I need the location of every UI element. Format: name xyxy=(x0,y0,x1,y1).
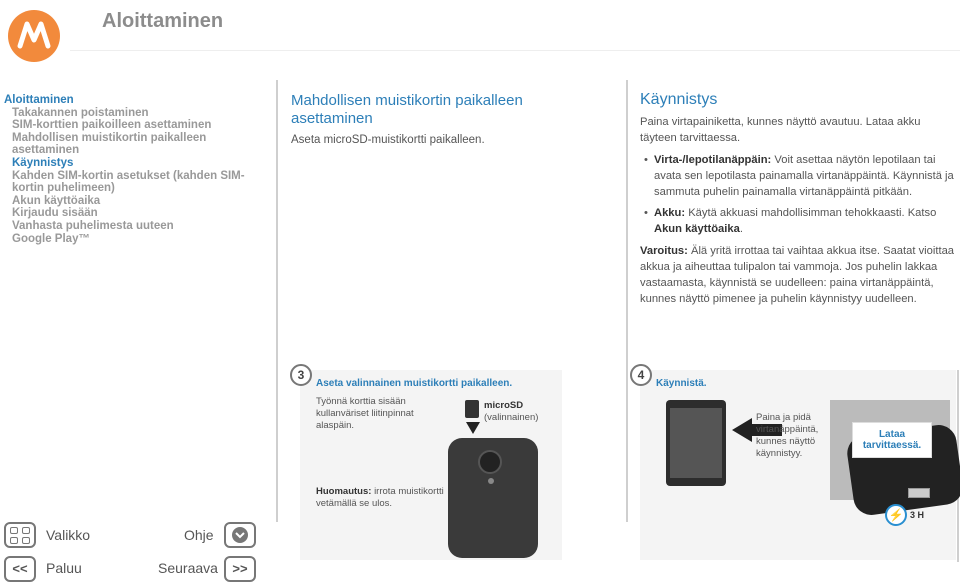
back-button[interactable]: << xyxy=(4,556,36,582)
phone-screen xyxy=(670,408,722,478)
toc-item[interactable]: Vanhasta puhelimesta uuteen xyxy=(12,219,174,232)
chevron-down-icon xyxy=(226,524,254,546)
grid-icon xyxy=(22,527,30,534)
header-divider xyxy=(70,50,960,51)
bullet-text: Käytä akkuasi mahdollisimman tehokkaasti. Katso xyxy=(688,207,937,219)
back-label[interactable]: Paluu xyxy=(46,560,82,576)
column-divider xyxy=(626,80,628,522)
warning-label: Varoitus: xyxy=(640,245,688,257)
next-label[interactable]: Seuraava xyxy=(158,560,218,576)
step-title: Aseta valinnainen muistikortti paikalleen. xyxy=(316,378,513,389)
menu-label[interactable]: Valikko xyxy=(46,527,91,543)
bullet-item xyxy=(640,152,955,200)
section-title: Käynnistys xyxy=(640,91,718,108)
toc-item[interactable]: Google Play™ xyxy=(12,232,90,245)
warning-text xyxy=(640,243,955,307)
section-intro: Paina virtapainiketta, kunnes näyttö avautuu. Lataa akku täyteen tarvittaessa. xyxy=(640,116,921,144)
startup-section xyxy=(640,92,955,307)
grid-icon xyxy=(10,537,18,544)
toc-item[interactable]: Kirjaudu sisään xyxy=(12,207,98,220)
toc-item-active[interactable]: Käynnistys xyxy=(12,156,74,169)
flash-icon xyxy=(488,478,494,484)
bullet-label: Akku: xyxy=(654,207,686,219)
phone-back-image xyxy=(448,438,538,558)
step-title: Käynnistä. xyxy=(656,378,707,389)
step-text: Työnnä korttia sisään kullanväriset liitinpinnat alaspäin. xyxy=(316,396,414,431)
phone-side-image xyxy=(666,400,726,486)
bullet-label: Virta-/lepotilanäppäin: xyxy=(654,154,772,166)
step-number: 4 xyxy=(630,364,652,386)
grid-icon xyxy=(22,537,30,544)
toc-item[interactable]: Mahdollisen muistikortin paikalleen asettaminen xyxy=(12,131,207,157)
step-4-illustration xyxy=(637,368,956,560)
step-3-illustration xyxy=(297,368,562,560)
step-number: 3 xyxy=(290,364,312,386)
sd-label-title: microSD xyxy=(484,400,524,411)
charging-cable-icon xyxy=(908,488,930,498)
section-title: Mahdollisen muistikortin paikalleen asettaminen xyxy=(291,92,523,127)
charge-label: Lataa tarvittaessä. xyxy=(852,422,932,458)
help-button[interactable] xyxy=(224,522,256,548)
note-text: irrota muistikortti vetämällä se ulos. xyxy=(316,486,444,509)
battery-charging-icon: ⚡ xyxy=(885,504,907,526)
charge-time: 3 H xyxy=(910,510,925,520)
table-of-contents xyxy=(4,94,264,245)
note xyxy=(316,486,444,510)
menu-button[interactable] xyxy=(4,522,36,548)
toc-heading[interactable]: Aloittaminen xyxy=(4,94,74,106)
motorola-logo xyxy=(8,10,60,62)
toc-item[interactable]: SIM-korttien paikoilleen asettaminen xyxy=(12,119,212,132)
arrow-down-icon xyxy=(466,422,480,434)
bullet-list xyxy=(640,152,955,237)
grid-icon xyxy=(10,527,18,534)
page-title: Aloittaminen xyxy=(102,10,224,32)
bullet-end: . xyxy=(739,223,743,235)
camera-icon xyxy=(478,450,502,474)
column-divider xyxy=(276,80,278,522)
bullet-item xyxy=(640,205,955,237)
sd-label xyxy=(484,400,538,424)
battery-life-link[interactable]: Akun käyttöaika xyxy=(654,223,740,235)
section-text: Aseta microSD-muistikortti paikalleen. xyxy=(291,134,485,146)
step-text: Paina ja pidä virtanäppäintä, kunnes näyttö käynnistyy. xyxy=(756,412,819,459)
bullet-text: Voit asettaa näytön lepotilaan tai avata sen lepotilasta painamalla virtanäppäintä. Käynnistä ja sammuta puhelin painamalla virtanäppäintä pitkään. xyxy=(654,154,954,198)
toc-item[interactable]: Kahden SIM-kortin asetukset (kahden SIM-kortin puhelimeen) xyxy=(12,169,245,195)
sd-card-icon xyxy=(465,400,479,418)
help-label[interactable]: Ohje xyxy=(184,527,214,543)
memory-card-section xyxy=(291,92,591,146)
logo-mark-icon xyxy=(8,10,60,62)
toc-item[interactable]: Takakannen poistaminen xyxy=(12,106,149,119)
warning-body: Älä yritä irrottaa tai vaihtaa akkua itse. Saatat vioittaa akkua ja aiheuttaa tulipalon tai vammoja. Jos puhelin lakkaa vastaamasta, käynnistä se uudelleen: paina virtanäppäintä, kunnes näyttö pimenee ja puhelin käynnistyy uudelleen. xyxy=(640,245,955,305)
note-label: Huomautus: xyxy=(316,486,372,497)
next-button[interactable]: >> xyxy=(224,556,256,582)
sd-label-sub: (valinnainen) xyxy=(484,412,539,423)
toc-item[interactable]: Akun käyttöaika xyxy=(12,194,101,207)
